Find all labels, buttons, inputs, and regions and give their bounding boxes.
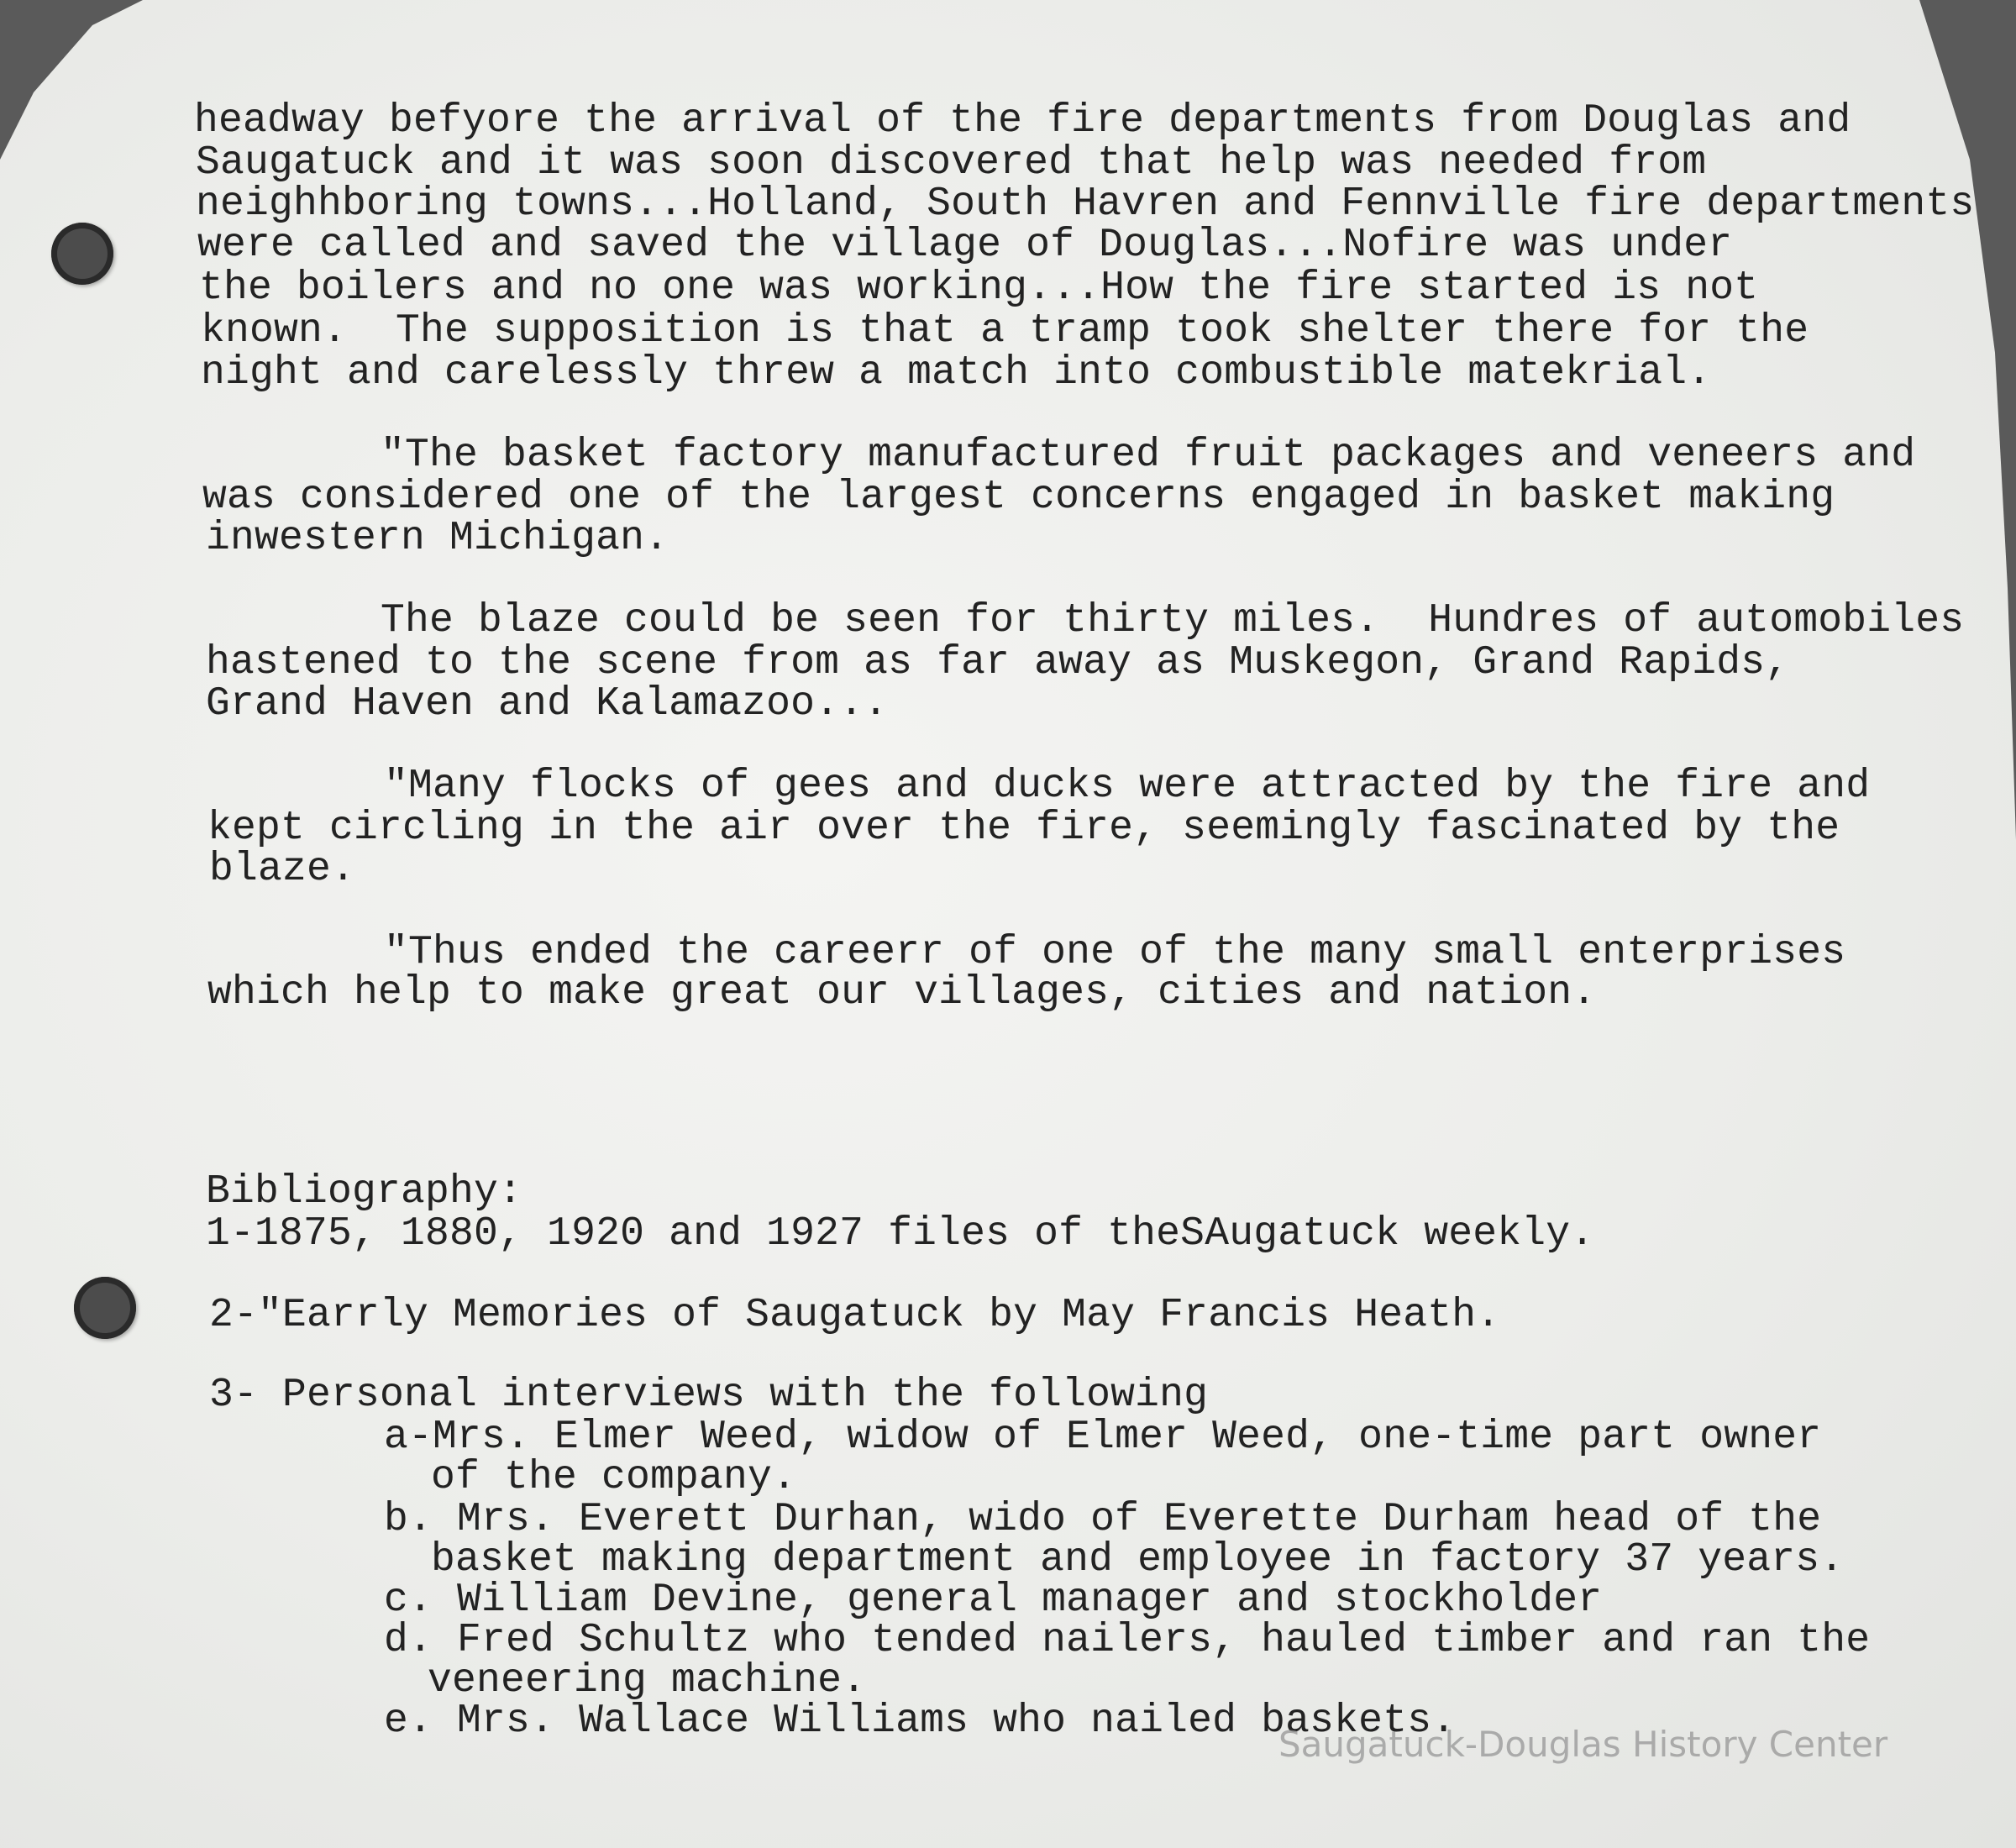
bibliography-subitem: d. Fred Schultz who tended nailers, hauled timber and ran the [384,1618,1871,1663]
punch-hole [51,223,113,285]
bibliography-subitem: veneering machine. [428,1658,867,1704]
text-line: known. The supposition is that a tramp took shelter there for the [201,308,1809,354]
bibliography-subitem: e. Mrs. Wallace Williams who nailed baskets. [384,1698,1457,1744]
text-line: night and carelessly threw a match into combustible matekrial. [201,350,1712,396]
text-line: "The basket factory manufactured fruit packages and veneers and [381,433,1916,478]
text-line: "Thus ended the careerr of one of the many small enterprises [384,930,1846,975]
bibliography-item: 1-1875, 1880, 1920 and 1927 files of theSAugatuck weekly. [206,1211,1595,1257]
text-line: hastened to the scene from as far away as Muskegon, Grand Rapids, [206,640,1790,685]
text-line: the boilers and no one was working...How the fire started is not [199,265,1759,311]
text-line: The blaze could be seen for thirty miles. Hundres of automobiles [381,598,1965,643]
punch-hole [74,1277,136,1339]
text-line: inwestern Michigan. [206,516,669,561]
bibliography-subitem: c. William Devine, general manager and stockholder [384,1578,1603,1623]
text-line: blaze. [209,847,356,892]
text-line: headway befyore the arrival of the fire departments from Douglas and [194,98,1851,144]
text-line: Grand Haven and Kalamazoo... [206,681,889,727]
bibliography-item: 2-"Earrly Memories of Saugatuck by May Francis Heath. [209,1293,1501,1338]
watermark: Saugatuck-Douglas History Center [1278,1724,1888,1765]
bibliography-heading: Bibliography: [206,1169,523,1215]
bibliography-item: 3- Personal interviews with the following [209,1373,1209,1418]
text-line: kept circling in the air over the fire, seemingly fascinated by the [207,806,1840,851]
text-line: Saugatuck and it was soon discovered that help was needed from [196,140,1707,186]
bibliography-subitem: a-Mrs. Elmer Weed, widow of Elmer Weed, one-time part owner [384,1415,1822,1460]
bibliography-subitem: b. Mrs. Everett Durhan, wido of Everette Durham head of the [384,1497,1822,1542]
bibliography-subitem: of the company. [431,1455,797,1500]
bibliography-subitem: basket making department and employee in factory 37 years. [431,1537,1845,1583]
text-line: neighhboring towns...Holland, South Havren and Fennville fire departments [196,181,1975,227]
text-line: were called and saved the village of Douglas...Nofire was under [197,223,1733,268]
text-line: which help to make great our villages, cities and nation. [207,970,1597,1016]
text-line: "Many flocks of gees and ducks were attracted by the fire and [384,764,1871,809]
text-line: was considered one of the largest concerns engaged in basket making [202,475,1835,520]
